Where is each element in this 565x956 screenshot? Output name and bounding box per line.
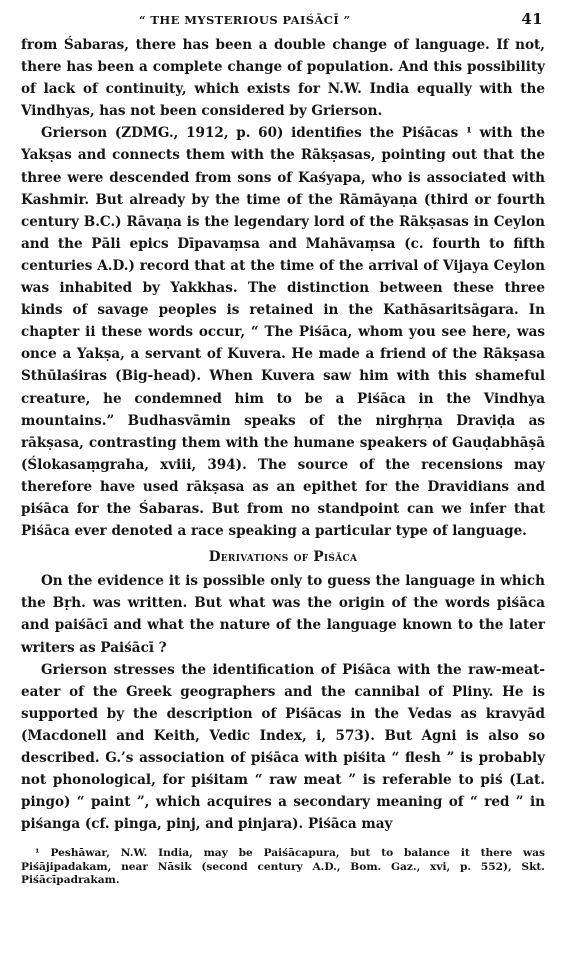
page-number: 41	[521, 10, 543, 28]
paragraph-4: Grierson stresses the identification of Piśāca with the raw-meat-eater of the Greek geographers and the cannibal of Pliny. He is supported by the description of Piśācas in the Vedas as kravyād (Macdonell and Keith, Vedic Index, i, 573). But Agni is also so described. G.’s association of piśāca with piśita “ flesh ” is probably not phonological, for piśitam “ raw meat ” is referable to piś (Lat. pingo) “ paint ”, which acquires a secondary meaning of “ red ” in piśanga (cf. pinga, pinj, and pinjara). Piśāca may	[21, 661, 545, 833]
paragraph-1: from Śabaras, there has been a double change of language. If not, there has been a complete change of population. And this possibility of lack of continuity, which exists for N.W. India equally with the Vindhyas, has not been considered by Grierson.	[21, 37, 545, 120]
page-header	[21, 10, 545, 34]
running-title: “ THE MYSTERIOUS PAIŚĀCĪ ”	[139, 13, 351, 27]
body-text	[21, 34, 545, 835]
section-heading: Derivations of Piśāca	[208, 549, 358, 566]
paragraph-3: On the evidence it is possible only to guess the language in which the Bṛh. was written. But what was the origin of the words piśāca and paiśācī and what the nature of the language known to the later writers as Paiśācī ?	[21, 573, 545, 656]
footnote: ¹ Peshāwar, N.W. India, may be Paiśācapura, but to balance it there was Piśājipadakam, near Nāsik (second century A.D., Bom. Gaz., xvi, p. 552), Skt. Piśācīpadrakam.	[21, 847, 545, 886]
paragraph-2: Grierson (ZDMG., 1912, p. 60) identifies the Piśācas ¹ with the Yakṣas and connects them with the Rākṣasas, pointing out that the three were descended from sons of Kaśyapa, who is associated with Kashmir. But already by the time of the Rāmāyaṇa (third or fourth century B.C.) Rāvaṇa is the legendary lord of the Rākṣasas in Ceylon and the Pāli epics Dīpavaṃsa and Mahāvaṃsa (c. fourth to fifth centuries A.D.) record that at the time of the arrival of Vijaya Ceylon was inhabited by Yakkhas. The distinction between these three kinds of savage peoples is retained in the Kathāsaritsāgara. In chapter ii these words occur, “ The Piśāca, whom you see here, was once a Yakṣa, a servant of Kuvera. He made a friend of the Rākṣasa Sthūlaśiras (Big-head). When Kuvera saw him with this shameful creature, he condemned him to be a Piśāca in the Vindhya mountains.” Budhasvāmin speaks of the nirghṛṇa Draviḍa as rākṣasa, contrasting them with the humane speakers of Gauḍabhāṣā (Ślokasaṃgraha, xviii, 394). The source of the recensions may therefore have used rākṣasa as an epithet for the Dravidians and piśāca for the Śabaras. But from no standpoint can we infer that Piśāca ever denoted a race speaking a particular type of language.	[21, 125, 545, 540]
